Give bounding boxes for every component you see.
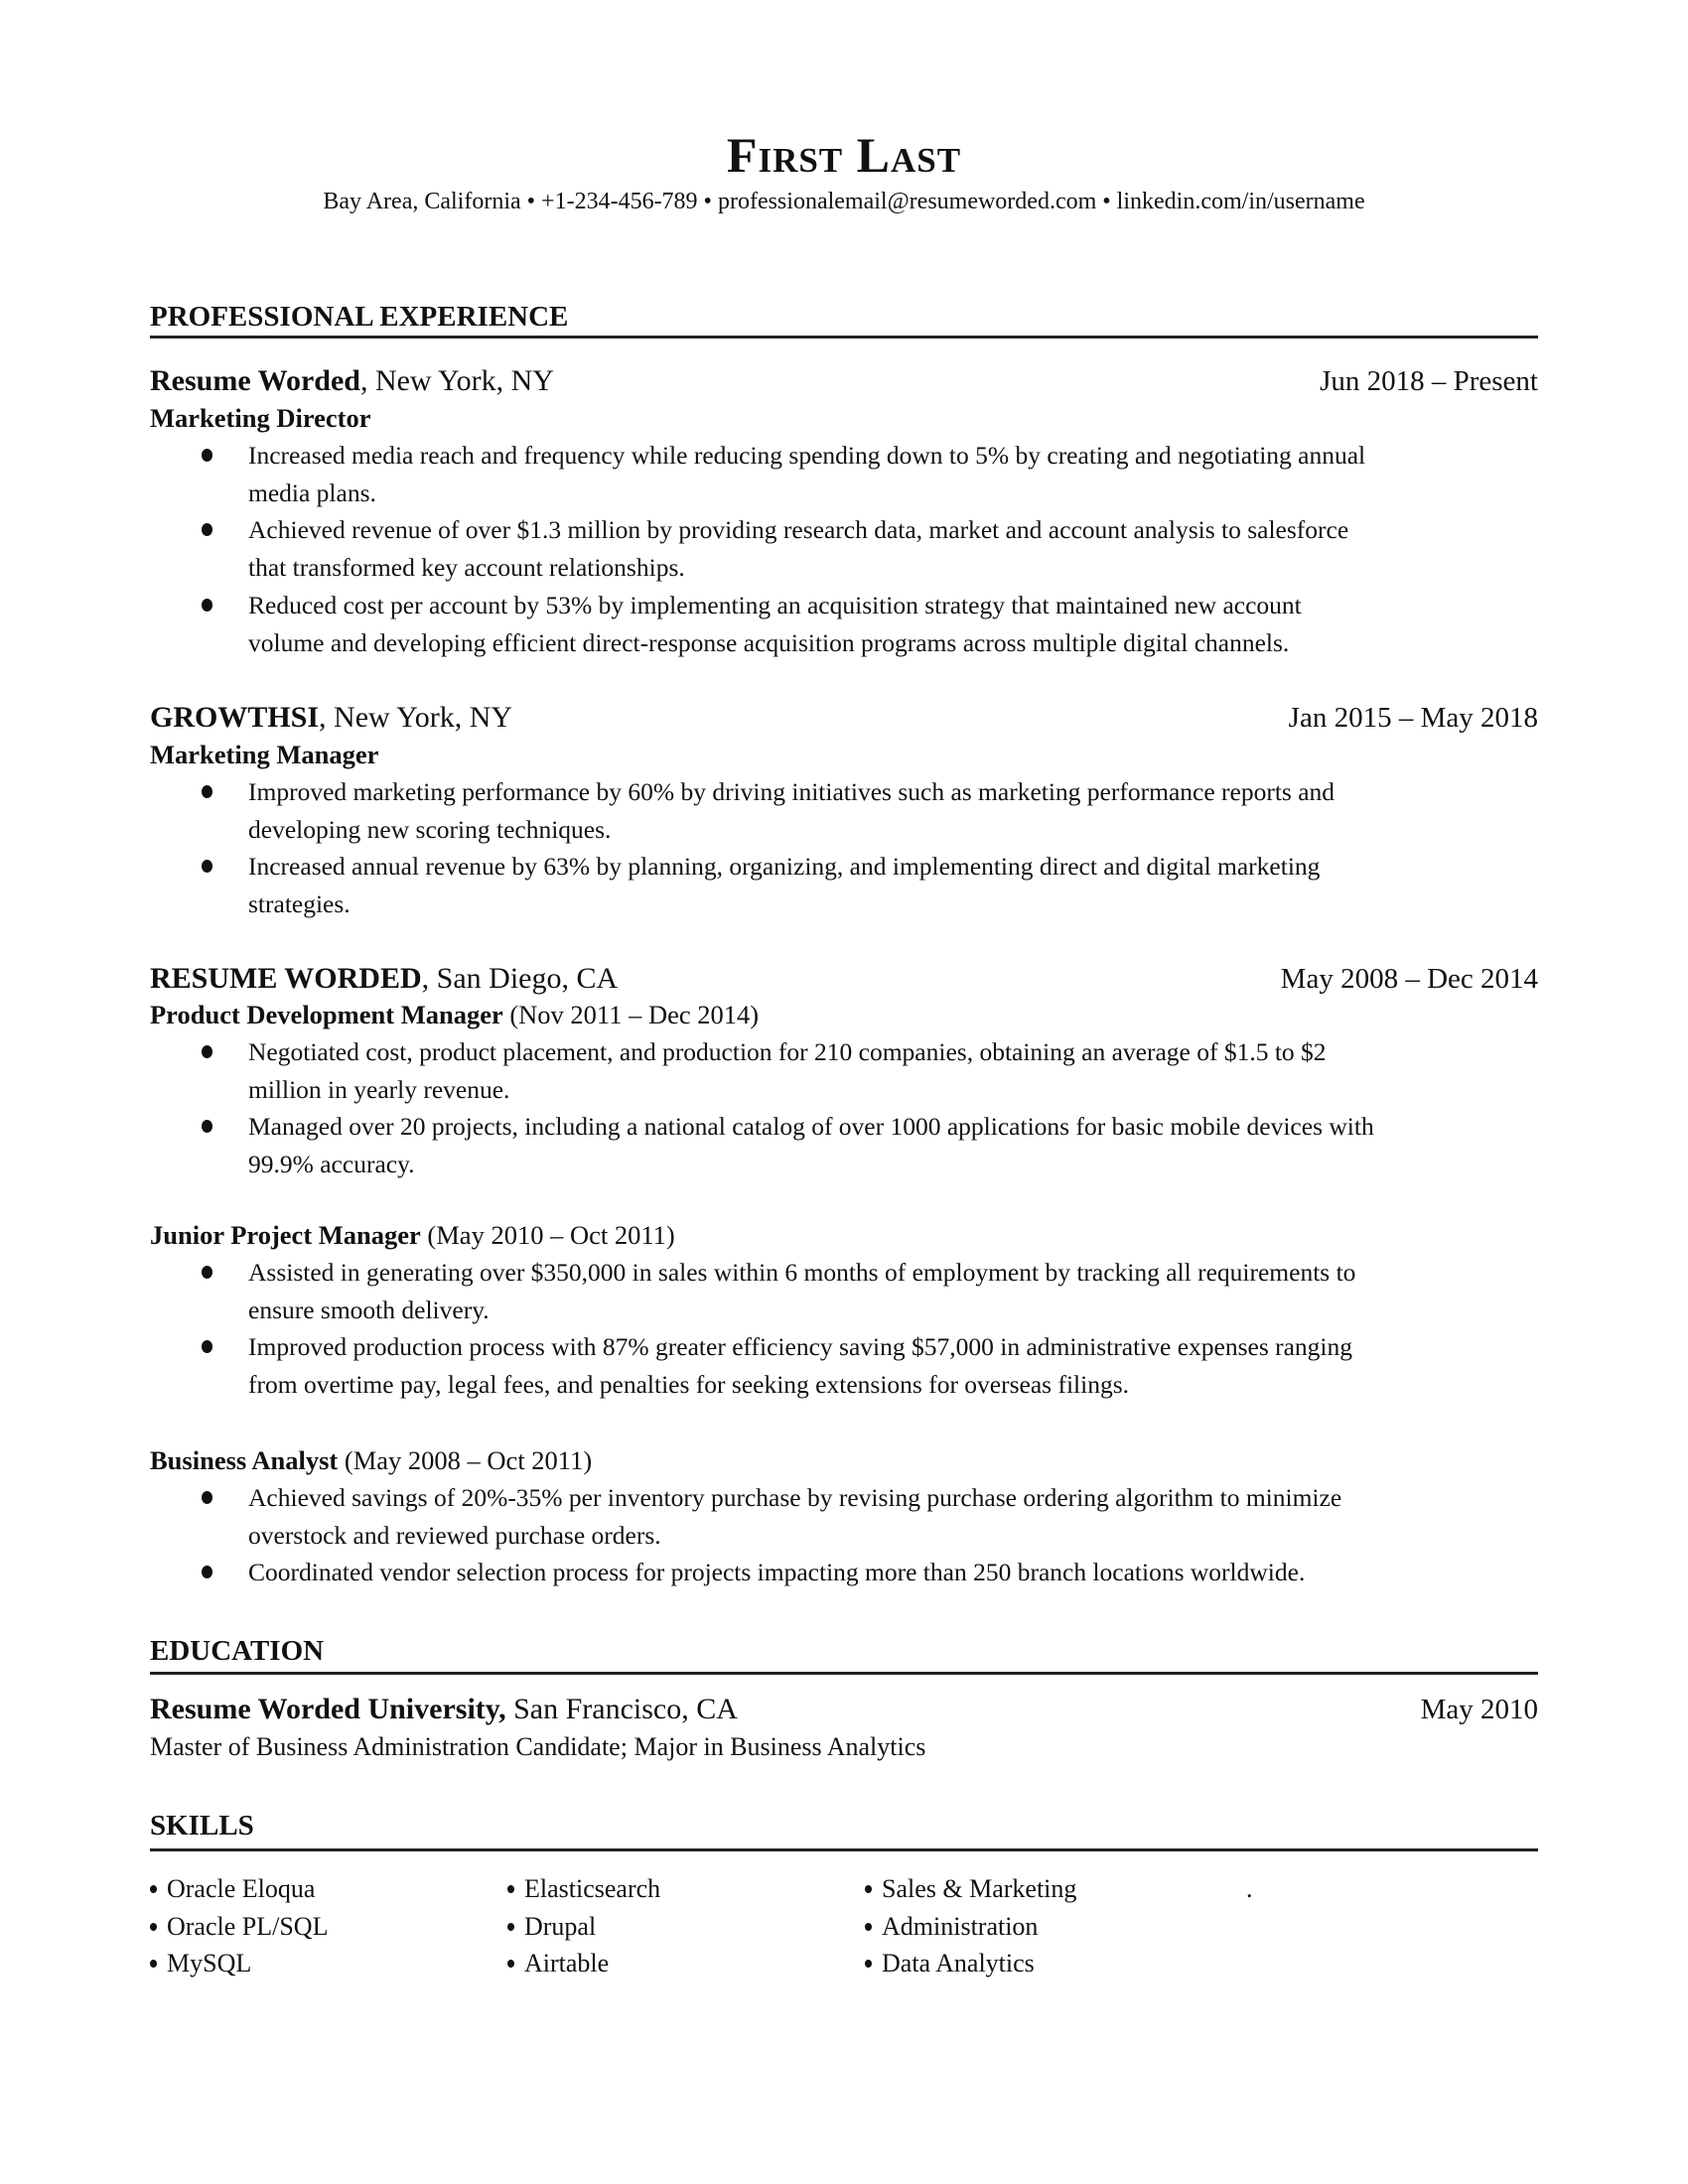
bullet-text-cont: from overtime pay, legal fees, and penalties for seeking extensions for overseas filings. — [248, 1370, 1130, 1399]
role-period: (May 2008 – Oct 2011) — [338, 1445, 593, 1475]
bullet-text: Improved marketing performance by 60% by driving initiatives such as marketing performance reports and — [248, 777, 1336, 806]
skill-item — [507, 1910, 596, 1944]
bullet-icon — [865, 1960, 872, 1968]
role-title — [150, 401, 370, 435]
skill-label: Oracle Eloqua — [167, 1874, 316, 1903]
skill-item — [150, 1910, 328, 1944]
section-divider — [150, 336, 1538, 339]
bullet-icon — [202, 523, 212, 536]
role-name: Marketing Manager — [150, 740, 379, 769]
bullet-text-cont: 99.9% accuracy. — [248, 1150, 415, 1178]
skill-item — [865, 1872, 1076, 1906]
bullet-icon — [202, 449, 212, 462]
bullet-text: Negotiated cost, product placement, and production for 210 companies, obtaining an average of $1.5 to $2 — [248, 1037, 1327, 1066]
bullet-icon — [507, 1923, 514, 1931]
section-divider — [150, 1848, 1538, 1851]
company-location: , New York, NY — [359, 364, 554, 397]
bullet-text: Coordinated vendor selection process for projects impacting more than 250 branch locations worldwide. — [248, 1558, 1306, 1586]
bullet-text: Increased annual revenue by 63% by planning, organizing, and implementing direct and digital marketing — [248, 852, 1321, 881]
bullet-text-cont: developing new scoring techniques. — [248, 815, 612, 844]
section-heading-experience: PROFESSIONAL EXPERIENCE — [150, 301, 569, 333]
bullet-icon — [150, 1923, 157, 1931]
bullet-text-cont: that transformed key account relationships. — [248, 553, 685, 582]
job-header — [150, 961, 1538, 997]
bullet-icon — [202, 1045, 212, 1058]
job-header — [150, 363, 1538, 399]
education-header — [150, 1692, 1538, 1727]
role-period: (May 2010 – Oct 2011) — [420, 1220, 675, 1250]
section-heading-skills: SKILLS — [150, 1810, 254, 1842]
job-dates: Jan 2015 – May 2018 — [1288, 702, 1538, 734]
bullet-text: Assisted in generating over $350,000 in sales within 6 months of employment by tracking all requirements to — [248, 1258, 1356, 1287]
bullet-text: Reduced cost per account by 53% by implementing an acquisition strategy that maintained new account — [248, 591, 1302, 619]
role-title — [150, 1443, 592, 1477]
role-title — [150, 1218, 675, 1252]
company-line — [150, 961, 618, 997]
job-header — [150, 700, 1538, 736]
role-name: Marketing Director — [150, 403, 371, 433]
bullet-text: Improved production process with 87% greater efficiency saving $57,000 in administrative expenses ranging — [248, 1332, 1353, 1361]
bullet-icon — [150, 1885, 157, 1893]
bullet-icon — [202, 1266, 212, 1279]
skill-item — [150, 1947, 251, 1980]
skill-item — [150, 1872, 315, 1906]
contact-line: Bay Area, California • +1-234-456-789 • professionalemail@resumeworded.com • linkedin.com/in/username — [323, 189, 1365, 214]
bullet-icon — [202, 1120, 212, 1133]
job-dates: May 2008 – Dec 2014 — [1280, 963, 1538, 995]
skill-label: Sales & Marketing — [882, 1874, 1077, 1903]
section-heading-education: EDUCATION — [150, 1635, 325, 1667]
bullet-text-cont: million in yearly revenue. — [248, 1075, 510, 1104]
role-period: (Nov 2011 – Dec 2014) — [502, 1000, 760, 1029]
bullet-text-cont: media plans. — [248, 478, 376, 507]
skill-item — [865, 1910, 1038, 1944]
company-name: RESUME WORDED — [150, 962, 422, 995]
role-name: Junior Project Manager — [150, 1220, 421, 1250]
bullet-icon — [865, 1885, 872, 1893]
degree: Master of Business Administration Candidate; Major in Business Analytics — [150, 1732, 926, 1761]
bullet-text: Managed over 20 projects, including a national catalog of over 1000 applications for basic mobile devices with — [248, 1112, 1374, 1141]
section-divider — [150, 1672, 1538, 1675]
role-name: Business Analyst — [150, 1445, 339, 1475]
company-location: , San Diego, CA — [421, 962, 619, 995]
skill-label: Drupal — [524, 1912, 597, 1941]
skill-label: Administration — [882, 1912, 1039, 1941]
company-line — [150, 700, 512, 736]
school-location: San Francisco, CA — [505, 1693, 738, 1725]
job-dates: Jun 2018 – Present — [1320, 365, 1538, 397]
bullet-icon — [202, 785, 212, 798]
company-name: Resume Worded — [150, 364, 360, 397]
skill-label: Elasticsearch — [524, 1874, 661, 1903]
bullet-icon — [202, 599, 212, 612]
skill-label: Oracle PL/SQL — [167, 1912, 329, 1941]
bullet-text-cont: strategies. — [248, 889, 351, 918]
bullet-text-cont: volume and developing efficient direct-response acquisition programs across multiple digital channels. — [248, 628, 1290, 657]
company-name: GROWTHSI — [150, 701, 320, 734]
company-location: , New York, NY — [319, 701, 513, 734]
skill-item — [507, 1947, 609, 1980]
graduation-date: May 2010 — [1420, 1694, 1538, 1725]
company-line — [150, 363, 554, 399]
role-title — [150, 998, 759, 1031]
school-line — [150, 1692, 738, 1727]
bullet-icon — [507, 1885, 514, 1893]
candidate-name: First Last — [726, 127, 962, 183]
bullet-icon — [202, 1491, 212, 1504]
bullet-text: Achieved revenue of over $1.3 million by providing research data, market and account analysis to salesforce — [248, 515, 1349, 544]
bullet-icon — [202, 1566, 212, 1578]
bullet-icon — [150, 1960, 157, 1968]
bullet-text-cont: overstock and reviewed purchase orders. — [248, 1521, 661, 1550]
bullet-icon — [865, 1923, 872, 1931]
skill-label: Data Analytics — [882, 1949, 1035, 1978]
skill-item — [507, 1872, 660, 1906]
skill-item — [865, 1947, 1035, 1980]
bullet-icon — [202, 860, 212, 873]
role-name: Product Development Manager — [150, 1000, 503, 1029]
bullet-icon — [507, 1960, 514, 1968]
stray-mark: . — [1246, 1874, 1253, 1903]
role-title — [150, 738, 378, 771]
school-name: Resume Worded University, — [150, 1693, 506, 1725]
bullet-icon — [202, 1340, 212, 1353]
bullet-text: Increased media reach and frequency while reducing spending down to 5% by creating and negotiating annual — [248, 441, 1366, 470]
skill-label: MySQL — [167, 1949, 252, 1978]
skill-label: Airtable — [524, 1949, 610, 1978]
bullet-text: Achieved savings of 20%-35% per inventory purchase by revising purchase ordering algorithm to minimize — [248, 1483, 1342, 1512]
bullet-text-cont: ensure smooth delivery. — [248, 1296, 490, 1324]
